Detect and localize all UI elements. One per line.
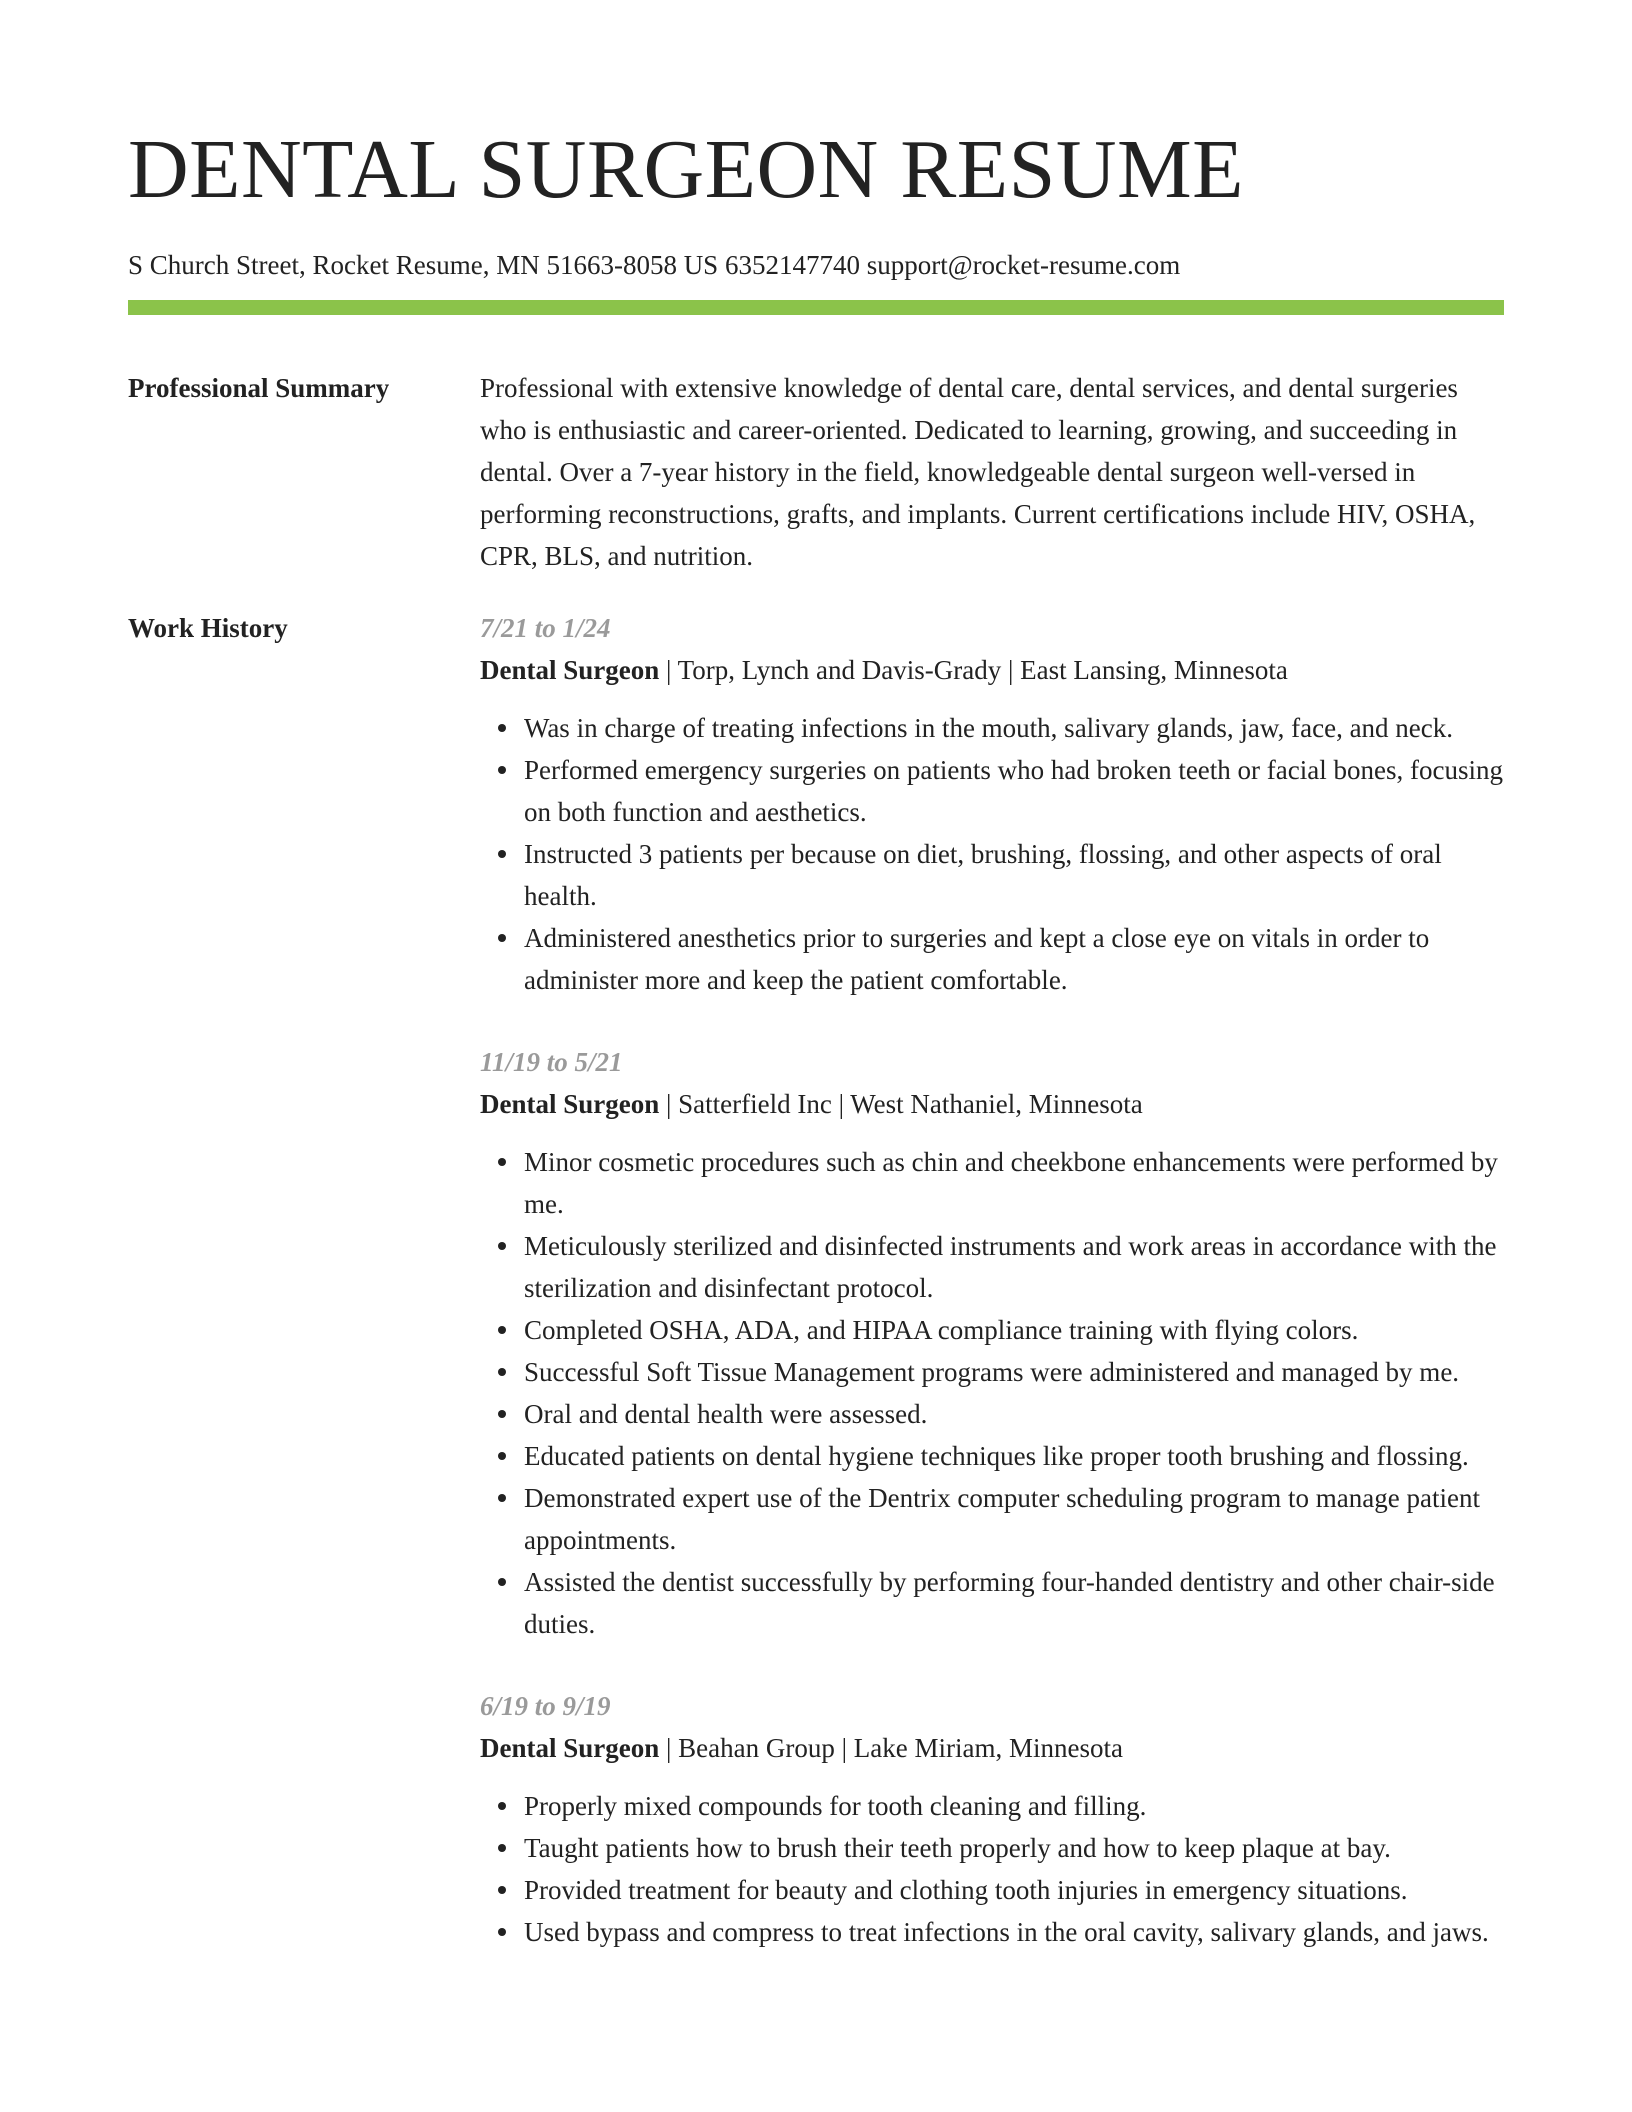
job-heading <box>480 1083 1504 1125</box>
job-bullet: Demonstrated expert use of the Dentrix computer scheduling program to manage patient appointments. <box>524 1477 1504 1561</box>
job-bullet: Oral and dental health were assessed. <box>524 1393 1504 1435</box>
job-bullet: Assisted the dentist successfully by performing four-handed dentistry and other chair-side duties. <box>524 1561 1504 1645</box>
job-bullet: Used bypass and compress to treat infections in the oral cavity, salivary glands, and jaws. <box>524 1911 1504 1953</box>
job-bullet: Administered anesthetics prior to surgeries and kept a close eye on vitals in order to administer more and keep the patient comfortable. <box>524 917 1504 1001</box>
job-bullet: Taught patients how to brush their teeth properly and how to keep plaque at bay. <box>524 1827 1504 1869</box>
job-bullet: Minor cosmetic procedures such as chin and cheekbone enhancements were performed by me. <box>524 1141 1504 1225</box>
job-bullet: Instructed 3 patients per because on diet, brushing, flossing, and other aspects of oral health. <box>524 833 1504 917</box>
work-history-body <box>480 607 1504 1993</box>
contact-line: S Church Street, Rocket Resume, MN 51663-8058 US 6352147740 support@rocket-resume.com <box>128 250 1181 280</box>
job-heading <box>480 1727 1504 1769</box>
job-bullet: Educated patients on dental hygiene techniques like proper tooth brushing and flossing. <box>524 1435 1504 1477</box>
job-bullet: Was in charge of treating infections in the mouth, salivary glands, jaw, face, and neck. <box>524 707 1504 749</box>
job-dates: 6/19 to 9/19 <box>480 1691 611 1721</box>
job-bullet: Successful Soft Tissue Management programs were administered and managed by me. <box>524 1351 1504 1393</box>
job-bullet: Provided treatment for beauty and clothing tooth injuries in emergency situations. <box>524 1869 1504 1911</box>
job-details: | Torp, Lynch and Davis-Grady | East Lansing, Minnesota <box>659 655 1288 685</box>
summary-text: Professional with extensive knowledge of dental care, dental services, and dental surgeries who is enthusiastic and career-oriented. Dedicated to learning, growing, and succeeding in dental. Over a 7-year history in the field, knowledgeable dental surgeon well-versed in performing reconstructions, grafts, and implants. Current certifications include HIV, OSHA, CPR, BLS, and nutrition. <box>480 373 1476 571</box>
job-details: | Satterfield Inc | West Nathaniel, Minnesota <box>659 1089 1143 1119</box>
job-bullet-list <box>480 1785 1504 1953</box>
job-dates: 7/21 to 1/24 <box>480 613 611 643</box>
job-bullet: Performed emergency surgeries on patients who had broken teeth or facial bones, focusing on both function and aesthetics. <box>524 749 1504 833</box>
job-entry <box>480 607 1504 1001</box>
header-divider <box>128 300 1504 315</box>
job-title: Dental Surgeon <box>480 655 660 685</box>
job-bullet: Meticulously sterilized and disinfected instruments and work areas in accordance with the sterilization and disinfectant protocol. <box>524 1225 1504 1309</box>
job-dates: 11/19 to 5/21 <box>480 1047 623 1077</box>
resume-page <box>128 0 1504 1993</box>
job-bullet: Properly mixed compounds for tooth cleaning and filling. <box>524 1785 1504 1827</box>
work-history-section <box>128 607 1504 1993</box>
section-label-summary: Professional Summary <box>128 373 390 403</box>
job-details: | Beahan Group | Lake Miriam, Minnesota <box>659 1733 1123 1763</box>
job-title: Dental Surgeon <box>480 1089 660 1119</box>
job-bullet-list <box>480 1141 1504 1645</box>
job-bullet-list <box>480 707 1504 1001</box>
section-label-work-history: Work History <box>128 613 288 643</box>
professional-summary-section <box>128 367 1504 577</box>
resume-title: DENTAL SURGEON RESUME <box>128 123 1244 216</box>
job-bullet: Completed OSHA, ADA, and HIPAA compliance training with flying colors. <box>524 1309 1504 1351</box>
job-entry <box>480 1685 1504 1953</box>
job-title: Dental Surgeon <box>480 1733 660 1763</box>
summary-body <box>480 367 1504 577</box>
job-heading <box>480 649 1504 691</box>
job-entry <box>480 1041 1504 1645</box>
